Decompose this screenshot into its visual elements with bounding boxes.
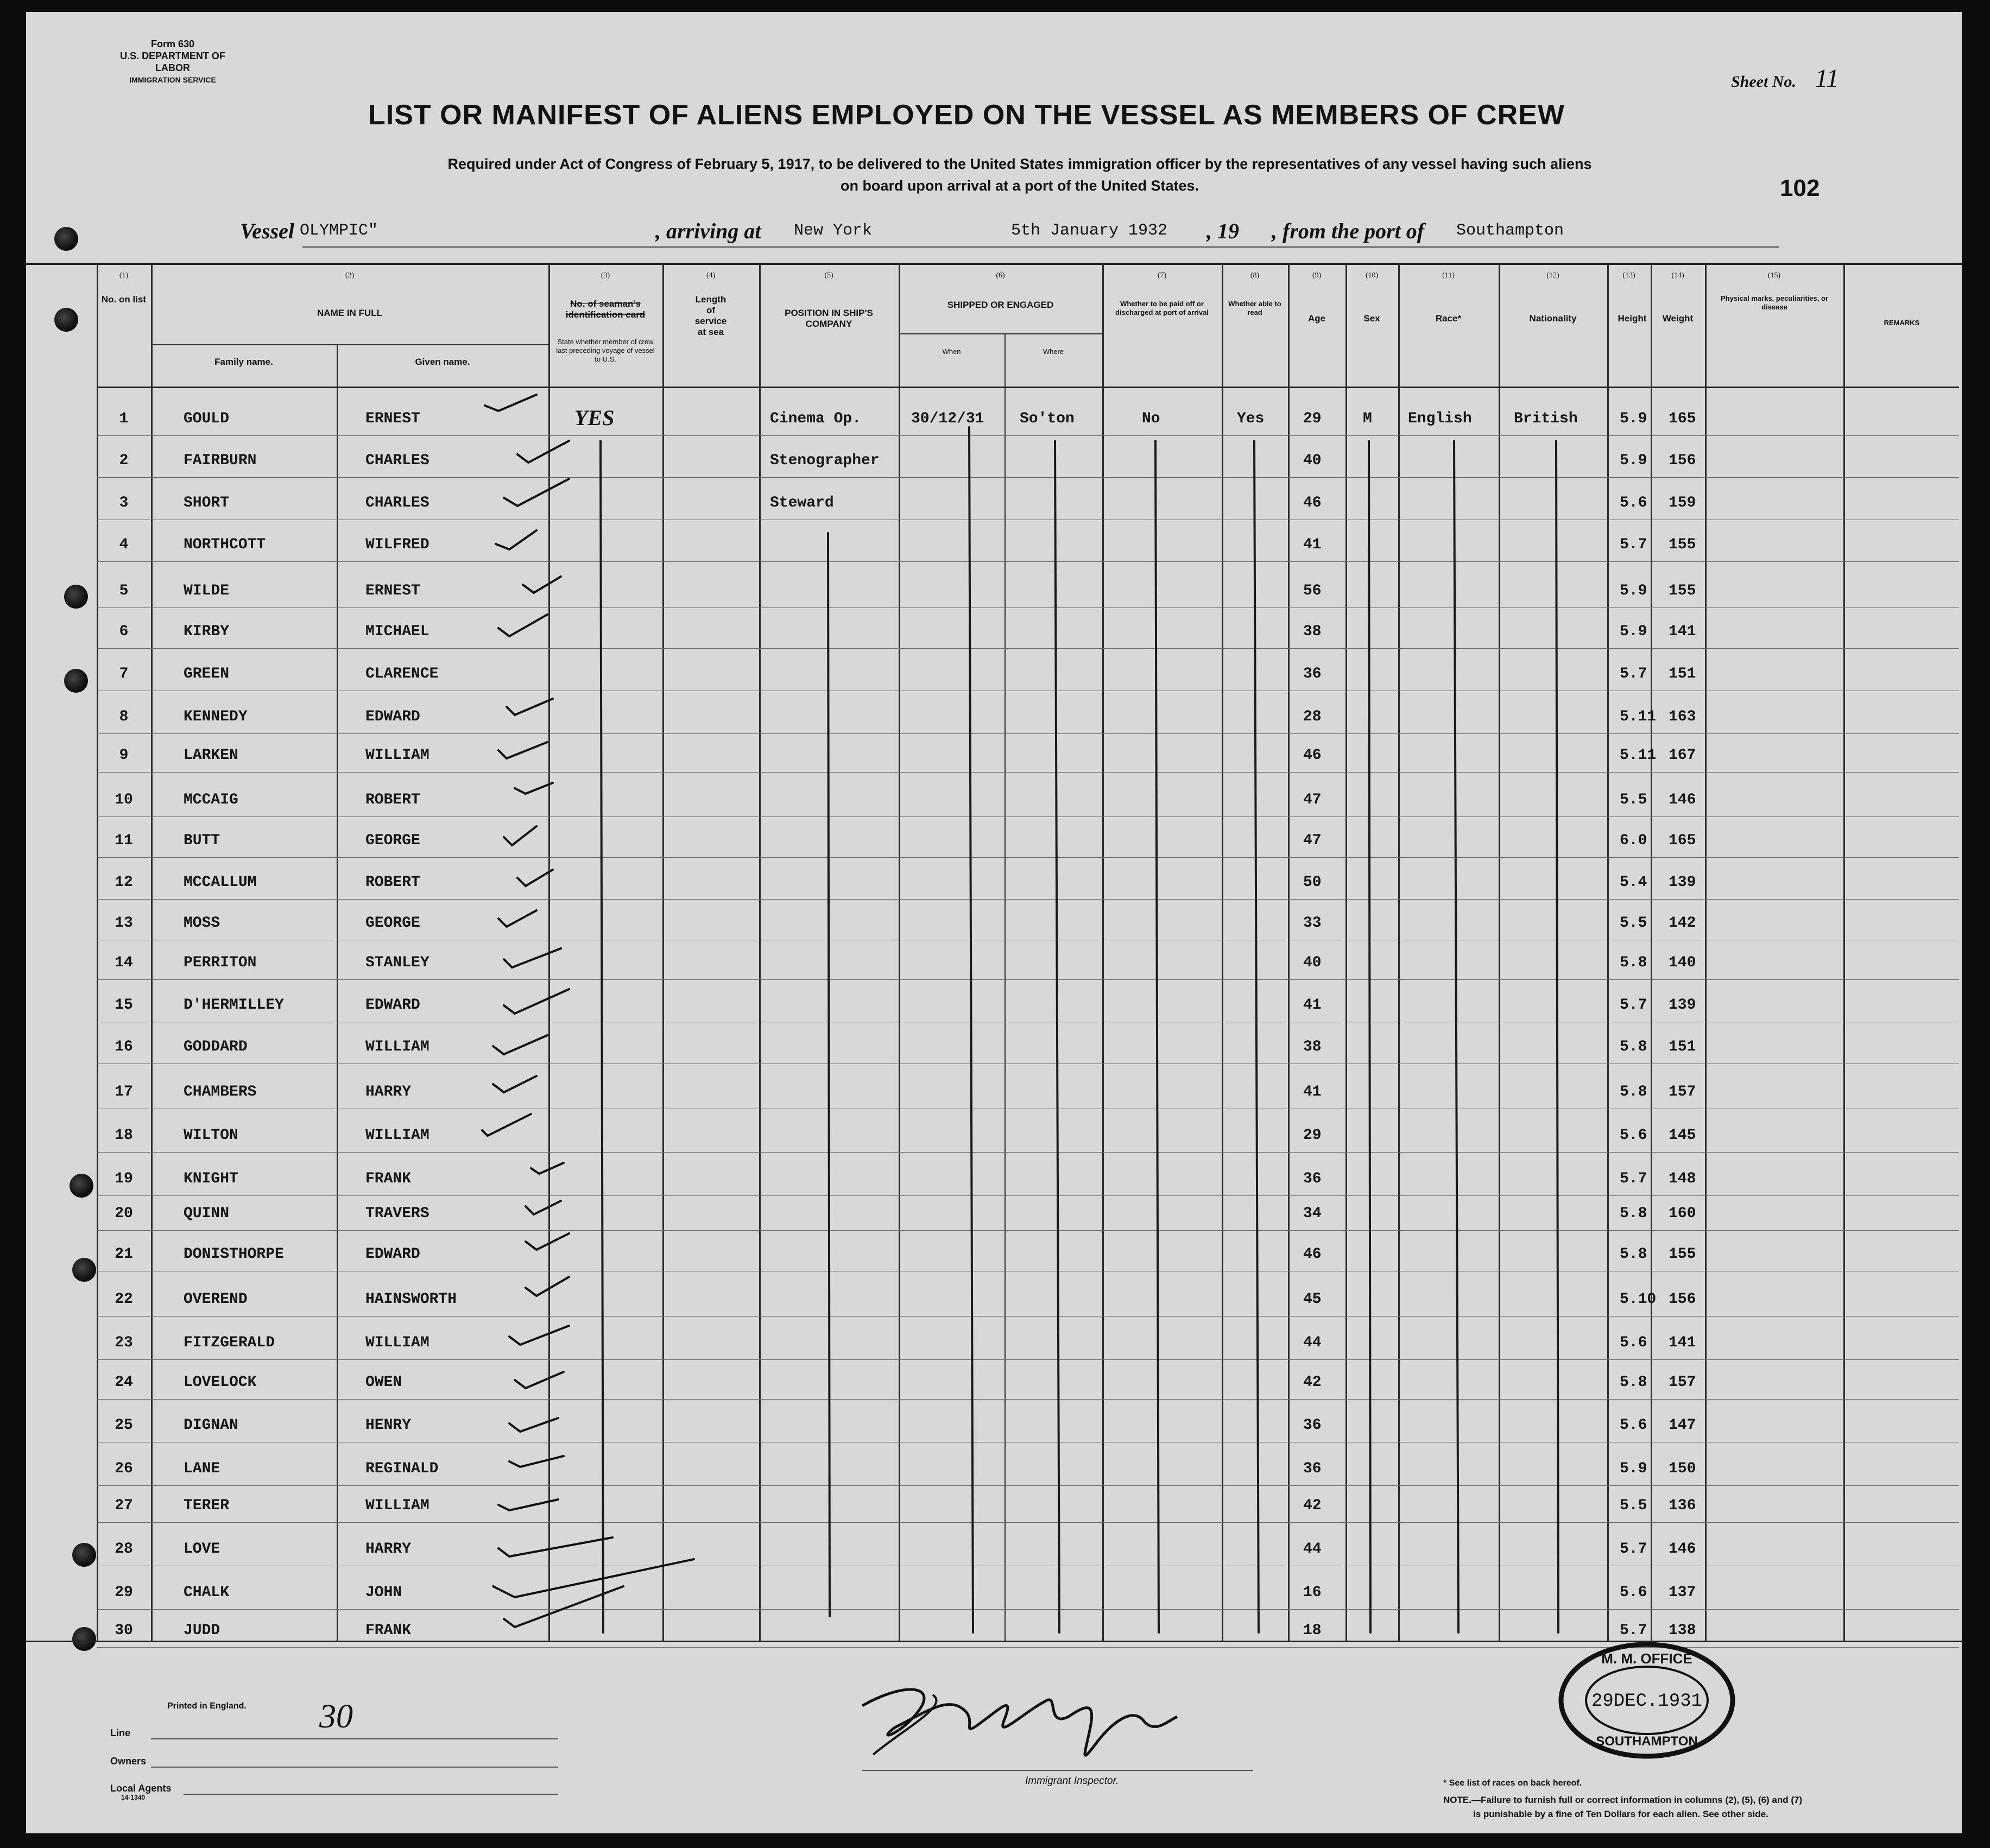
crew-age: 41 (1303, 1084, 1322, 1100)
crew-height: 5.9 (1620, 410, 1647, 427)
crew-family-name: DONISTHORPE (184, 1246, 284, 1263)
col-number: (8) (1250, 271, 1260, 280)
crew-row-number: 20 (115, 1205, 133, 1222)
crew-row-number: 4 (119, 536, 129, 553)
crew-row-number: 3 (119, 495, 129, 511)
crew-weight: 145 (1669, 1127, 1696, 1144)
crew-height: 5.4 (1620, 874, 1647, 891)
crew-given-name: HARRY (365, 1084, 412, 1100)
col-number: (5) (824, 271, 833, 280)
crew-age: 38 (1303, 623, 1322, 640)
col-number: (9) (1312, 271, 1322, 280)
sheet-label: Sheet No. (1731, 73, 1796, 91)
crew-given-name: OWEN (365, 1374, 402, 1391)
crew-family-name: QUINN (184, 1205, 230, 1222)
crew-paid-off: No (1142, 410, 1160, 427)
crew-row-number: 21 (115, 1246, 133, 1263)
crew-weight: 139 (1669, 874, 1696, 891)
crew-age: 46 (1303, 495, 1322, 511)
crew-row-number: 11 (115, 832, 133, 849)
crew-family-name: WILTON (184, 1127, 238, 1144)
arrival-date: 5th January 1932 (1011, 221, 1168, 240)
page-number: 102 (1780, 175, 1820, 201)
crew-height: 5.8 (1620, 1246, 1647, 1263)
crew-row-number: 14 (115, 954, 133, 971)
crew-age: 47 (1303, 792, 1322, 808)
from-label: , from the port of (1272, 219, 1425, 243)
crew-row-number: 24 (115, 1374, 133, 1391)
crew-family-name: D'HERMILLEY (184, 997, 284, 1014)
crew-previous-voyage: YES (574, 406, 615, 430)
crew-family-name: LARKEN (184, 747, 238, 764)
crew-row-number: 8 (119, 708, 129, 725)
crew-given-name: ROBERT (365, 792, 420, 808)
crew-given-name: HENRY (365, 1417, 412, 1434)
crew-height: 5.6 (1620, 1417, 1647, 1434)
crew-row-number: 30 (115, 1622, 133, 1639)
crew-weight: 138 (1669, 1622, 1696, 1639)
col-header-previous-voyage: State whether member of crew last preceding voyage of vessel to U.S. (556, 338, 655, 363)
crew-given-name: WILLIAM (365, 1127, 429, 1144)
inspector-signature (841, 1662, 1221, 1771)
crew-weight: 137 (1669, 1584, 1696, 1601)
crew-age: 36 (1303, 1417, 1322, 1434)
crew-height: 5.5 (1620, 792, 1647, 808)
crew-given-name: WILLIAM (365, 1497, 429, 1514)
crew-age: 18 (1303, 1622, 1322, 1639)
col-number: (2) (345, 271, 355, 280)
col-header-id-card: No. of seaman's identification card (565, 299, 646, 320)
crew-age: 38 (1303, 1039, 1322, 1055)
crew-row-number: 23 (115, 1334, 133, 1351)
crew-family-name: BUTT (184, 832, 220, 849)
line-label: Line (110, 1727, 131, 1738)
crew-height: 5.10 (1620, 1291, 1657, 1308)
check-marks (482, 395, 694, 1627)
crew-given-name: ERNEST (365, 410, 420, 427)
crew-able-to-read: Yes (1237, 410, 1265, 427)
col-number: (10) (1365, 271, 1379, 280)
col-header-paid-off: Whether to be paid off or discharged at port of arrival (1115, 300, 1209, 317)
col-header-read: Whether able to read (1228, 300, 1281, 317)
crew-family-name: LOVELOCK (184, 1374, 257, 1391)
from-port: Southampton (1456, 221, 1564, 240)
crew-family-name: CHALK (184, 1584, 230, 1601)
crew-row-number: 12 (115, 874, 133, 891)
crew-row-number: 2 (119, 452, 129, 469)
crew-given-name: FRANK (365, 1622, 412, 1639)
crew-row-number: 7 (119, 666, 129, 682)
col-number: (3) (601, 271, 610, 280)
note-line-2: is punishable by a fine of Ten Dollars for each alien. See other side. (1473, 1809, 1768, 1819)
total-count: 30 (319, 1698, 353, 1735)
crew-given-name: JOHN (365, 1584, 402, 1601)
crew-age: 28 (1303, 708, 1322, 725)
inspector-label: Immigrant Inspector. (1025, 1775, 1119, 1787)
crew-age: 34 (1303, 1205, 1322, 1222)
crew-given-name: WILLIAM (365, 747, 429, 764)
crew-row-number: 16 (115, 1039, 133, 1055)
crew-height: 5.9 (1620, 452, 1647, 469)
crew-row-number: 26 (115, 1460, 133, 1477)
crew-height: 5.7 (1620, 666, 1647, 682)
col-header-name: NAME IN FULL (317, 308, 382, 318)
crew-weight: 160 (1669, 1205, 1696, 1222)
crew-weight: 157 (1669, 1084, 1696, 1100)
vessel-label: Vessel (240, 219, 294, 243)
crew-weight: 148 (1669, 1170, 1696, 1187)
col-header-no: No. on list (101, 294, 147, 305)
crew-height: 5.7 (1620, 997, 1647, 1014)
crew-height: 5.8 (1620, 1374, 1647, 1391)
crew-family-name: DIGNAN (184, 1417, 238, 1434)
crew-age: 41 (1303, 536, 1322, 553)
crew-height: 5.7 (1620, 1622, 1647, 1639)
stamp-date: 29DEC.1931 (1591, 1691, 1703, 1712)
form-number: Form 630 (150, 39, 195, 49)
crew-height: 5.5 (1620, 1497, 1647, 1514)
crew-weight: 141 (1669, 623, 1696, 640)
printed-note: Printed in England. (167, 1701, 247, 1711)
crew-age: 45 (1303, 1291, 1322, 1308)
crew-row-number: 28 (115, 1541, 133, 1558)
crew-position: Steward (770, 495, 834, 511)
crew-nationality: British (1514, 410, 1578, 427)
col-header-service-length: Length of service at sea (694, 294, 727, 337)
crew-given-name: ERNEST (365, 583, 420, 599)
ditto-strokes (26, 12, 1962, 1833)
crew-height: 5.8 (1620, 1205, 1647, 1222)
crew-given-name: FRANK (365, 1170, 412, 1187)
year-label: , 19 (1206, 219, 1239, 243)
col-number: (11) (1442, 271, 1455, 280)
crew-family-name: TERER (184, 1497, 230, 1514)
crew-family-name: GODDARD (184, 1039, 248, 1055)
crew-age: 44 (1303, 1541, 1322, 1558)
stamp-bottom-text: SOUTHAMPTON (1596, 1734, 1698, 1749)
crew-weight: 136 (1669, 1497, 1696, 1514)
crew-given-name: EDWARD (365, 1246, 420, 1263)
crew-height: 5.7 (1620, 536, 1647, 553)
crew-row-number: 6 (119, 623, 129, 640)
crew-weight: 165 (1669, 410, 1696, 427)
col-header-race: Race* (1435, 313, 1462, 324)
subtitle-line-1: Required under Act of Congress of February 5, 1917, to be delivered to the United States immigration officer by the representatives of any vessel having such aliens (447, 156, 1592, 172)
crew-given-name: GEORGE (365, 915, 420, 932)
crew-age: 29 (1303, 1127, 1322, 1144)
col-number: (1) (119, 271, 129, 280)
crew-family-name: JUDD (184, 1622, 220, 1639)
crew-row-number: 10 (115, 792, 133, 808)
crew-given-name: WILLIAM (365, 1039, 429, 1055)
crew-age: 29 (1303, 410, 1322, 427)
crew-row-number: 5 (119, 583, 129, 599)
crew-row-number: 17 (115, 1084, 133, 1100)
crew-sex: M (1363, 410, 1372, 427)
crew-family-name: LANE (184, 1460, 220, 1477)
crew-weight: 159 (1669, 495, 1696, 511)
crew-age: 36 (1303, 666, 1322, 682)
crew-age: 56 (1303, 583, 1322, 599)
crew-family-name: MCCALLUM (184, 874, 257, 891)
crew-family-name: GREEN (184, 666, 230, 682)
crew-given-name: CHARLES (365, 452, 429, 469)
crew-age: 36 (1303, 1460, 1322, 1477)
crew-weight: 150 (1669, 1460, 1696, 1477)
crew-height: 5.9 (1620, 583, 1647, 599)
crew-height: 5.7 (1620, 1541, 1647, 1558)
crew-given-name: STANLEY (365, 954, 429, 971)
crew-family-name: NORTHCOTT (184, 536, 266, 553)
crew-given-name: ROBERT (365, 874, 420, 891)
crew-family-name: KNIGHT (184, 1170, 238, 1187)
col-header-given-name: Given name. (415, 357, 470, 367)
col-header-remarks: REMARKS (1884, 319, 1920, 327)
col-number: (12) (1546, 271, 1559, 280)
col-header-weight: Weight (1662, 313, 1694, 324)
crew-age: 41 (1303, 997, 1322, 1014)
col-header-shipped: SHIPPED OR ENGAGED (947, 300, 1054, 310)
col-header-sex: Sex (1363, 313, 1380, 324)
crew-weight: 156 (1669, 452, 1696, 469)
crew-age: 40 (1303, 954, 1322, 971)
races-note: * See list of races on back hereof. (1443, 1779, 1582, 1788)
crew-given-name: HARRY (365, 1541, 412, 1558)
agents-label: Local Agents (110, 1783, 172, 1794)
crew-weight: 139 (1669, 997, 1696, 1014)
crew-family-name: WILDE (184, 583, 230, 599)
crew-race: English (1408, 410, 1472, 427)
crew-weight: 151 (1669, 1039, 1696, 1055)
crew-family-name: KENNEDY (184, 708, 248, 725)
crew-position: Stenographer (770, 452, 880, 469)
crew-family-name: SHORT (184, 495, 230, 511)
col-number: (6) (996, 271, 1005, 280)
crew-height: 5.6 (1620, 1127, 1647, 1144)
crew-weight: 155 (1669, 536, 1696, 553)
crew-height: 5.9 (1620, 1460, 1647, 1477)
crew-family-name: FITZGERALD (184, 1334, 275, 1351)
col-number: (4) (706, 271, 716, 280)
crew-height: 6.0 (1620, 832, 1647, 849)
crew-position: Cinema Op. (770, 410, 862, 427)
crew-weight: 142 (1669, 915, 1696, 932)
crew-weight: 156 (1669, 1291, 1696, 1308)
col-number: (7) (1157, 271, 1167, 280)
crew-age: 36 (1303, 1170, 1322, 1187)
crew-weight: 167 (1669, 747, 1696, 764)
crew-age: 42 (1303, 1497, 1322, 1514)
crew-family-name: MOSS (184, 915, 220, 932)
crew-family-name: LOVE (184, 1541, 220, 1558)
crew-age: 50 (1303, 874, 1322, 891)
crew-weight: 165 (1669, 832, 1696, 849)
crew-family-name: CHAMBERS (184, 1084, 257, 1100)
col-header-position: POSITION IN SHIP'S COMPANY (785, 308, 873, 329)
manifest-sheet (26, 12, 1962, 1833)
crew-row-number: 19 (115, 1170, 133, 1187)
crew-height: 5.8 (1620, 1039, 1647, 1055)
crew-given-name: MICHAEL (365, 623, 429, 640)
crew-age: 46 (1303, 747, 1322, 764)
crew-weight: 147 (1669, 1417, 1696, 1434)
crew-height: 5.7 (1620, 1170, 1647, 1187)
crew-row-number: 29 (115, 1584, 133, 1601)
crew-given-name: CHARLES (365, 495, 429, 511)
crew-height: 5.9 (1620, 623, 1647, 640)
crew-age: 44 (1303, 1334, 1322, 1351)
service-name: IMMIGRATION SERVICE (129, 75, 216, 84)
crew-given-name: HAINSWORTH (365, 1291, 457, 1308)
crew-given-name: EDWARD (365, 997, 420, 1014)
crew-family-name: OVEREND (184, 1291, 248, 1308)
crew-height: 5.5 (1620, 915, 1647, 932)
col-header-physical-marks: Physical marks, peculiarities, or disease (1721, 294, 1828, 311)
subtitle-line-2: on board upon arrival at a port of the United States. (840, 178, 1199, 194)
crew-weight: 157 (1669, 1374, 1696, 1391)
crew-family-name: PERRITON (184, 954, 257, 971)
col-header-age: Age (1307, 313, 1326, 324)
crew-row-number: 27 (115, 1497, 133, 1514)
vessel-name: OLYMPIC" (300, 221, 378, 240)
form-code: 14-1340 (121, 1794, 146, 1801)
crew-shipped-where: So'ton (1020, 410, 1075, 427)
crew-weight: 155 (1669, 1246, 1696, 1263)
crew-height: 5.6 (1620, 495, 1647, 511)
crew-weight: 140 (1669, 954, 1696, 971)
col-number: (14) (1671, 271, 1684, 280)
office-stamp (1557, 1641, 1736, 1760)
arriving-port: New York (794, 221, 873, 240)
crew-given-name: GEORGE (365, 832, 420, 849)
crew-age: 42 (1303, 1374, 1322, 1391)
note-line-1: NOTE.—Failure to furnish full or correct information in columns (2), (5), (6) and (7) (1443, 1795, 1803, 1805)
crew-height: 5.6 (1620, 1584, 1647, 1601)
crew-row-number: 15 (115, 997, 133, 1014)
crew-height: 5.11 (1620, 747, 1657, 764)
col-number: (13) (1622, 271, 1635, 280)
crew-age: 40 (1303, 452, 1322, 469)
crew-shipped-when: 30/12/31 (911, 410, 984, 427)
col-header-where: Where (1043, 347, 1064, 356)
crew-given-name: REGINALD (365, 1460, 439, 1477)
sheet-number: 11 (1815, 64, 1839, 93)
crew-age: 46 (1303, 1246, 1322, 1263)
arriving-label: , arriving at (655, 219, 761, 243)
crew-given-name: WILLIAM (365, 1334, 429, 1351)
crew-given-name: TRAVERS (365, 1205, 429, 1222)
crew-height: 5.6 (1620, 1334, 1647, 1351)
crew-weight: 151 (1669, 666, 1696, 682)
crew-given-name: WILFRED (365, 536, 429, 553)
crew-age: 16 (1303, 1584, 1322, 1601)
crew-weight: 146 (1669, 1541, 1696, 1558)
col-header-family-name: Family name. (214, 357, 273, 367)
crew-family-name: KIRBY (184, 623, 230, 640)
crew-row-number: 9 (119, 747, 129, 764)
crew-given-name: CLARENCE (365, 666, 439, 682)
col-header-when: When (942, 347, 961, 356)
crew-height: 5.8 (1620, 1084, 1647, 1100)
crew-weight: 146 (1669, 792, 1696, 808)
crew-row-number: 1 (119, 410, 129, 427)
page-title: LIST OR MANIFEST OF ALIENS EMPLOYED ON THE VESSEL AS MEMBERS OF CREW (368, 99, 1565, 131)
crew-row-number: 13 (115, 915, 133, 932)
crew-row-number: 22 (115, 1291, 133, 1308)
col-header-nationality: Nationality (1529, 313, 1577, 324)
crew-given-name: EDWARD (365, 708, 420, 725)
owners-label: Owners (110, 1756, 147, 1767)
col-header-height: Height (1618, 313, 1647, 324)
crew-row-number: 25 (115, 1417, 133, 1434)
crew-weight: 141 (1669, 1334, 1696, 1351)
crew-height: 5.8 (1620, 954, 1647, 971)
stamp-top-text: M. M. OFFICE (1601, 1650, 1692, 1667)
crew-family-name: GOULD (184, 410, 230, 427)
col-number: (15) (1767, 271, 1781, 280)
crew-height: 5.11 (1620, 708, 1657, 725)
crew-weight: 155 (1669, 583, 1696, 599)
crew-weight: 163 (1669, 708, 1696, 725)
crew-family-name: MCCAIG (184, 792, 238, 808)
crew-family-name: FAIRBURN (184, 452, 257, 469)
crew-age: 33 (1303, 915, 1322, 932)
crew-row-number: 18 (115, 1127, 133, 1144)
crew-age: 47 (1303, 832, 1322, 849)
department-name: U.S. DEPARTMENT OF LABOR (120, 50, 225, 73)
